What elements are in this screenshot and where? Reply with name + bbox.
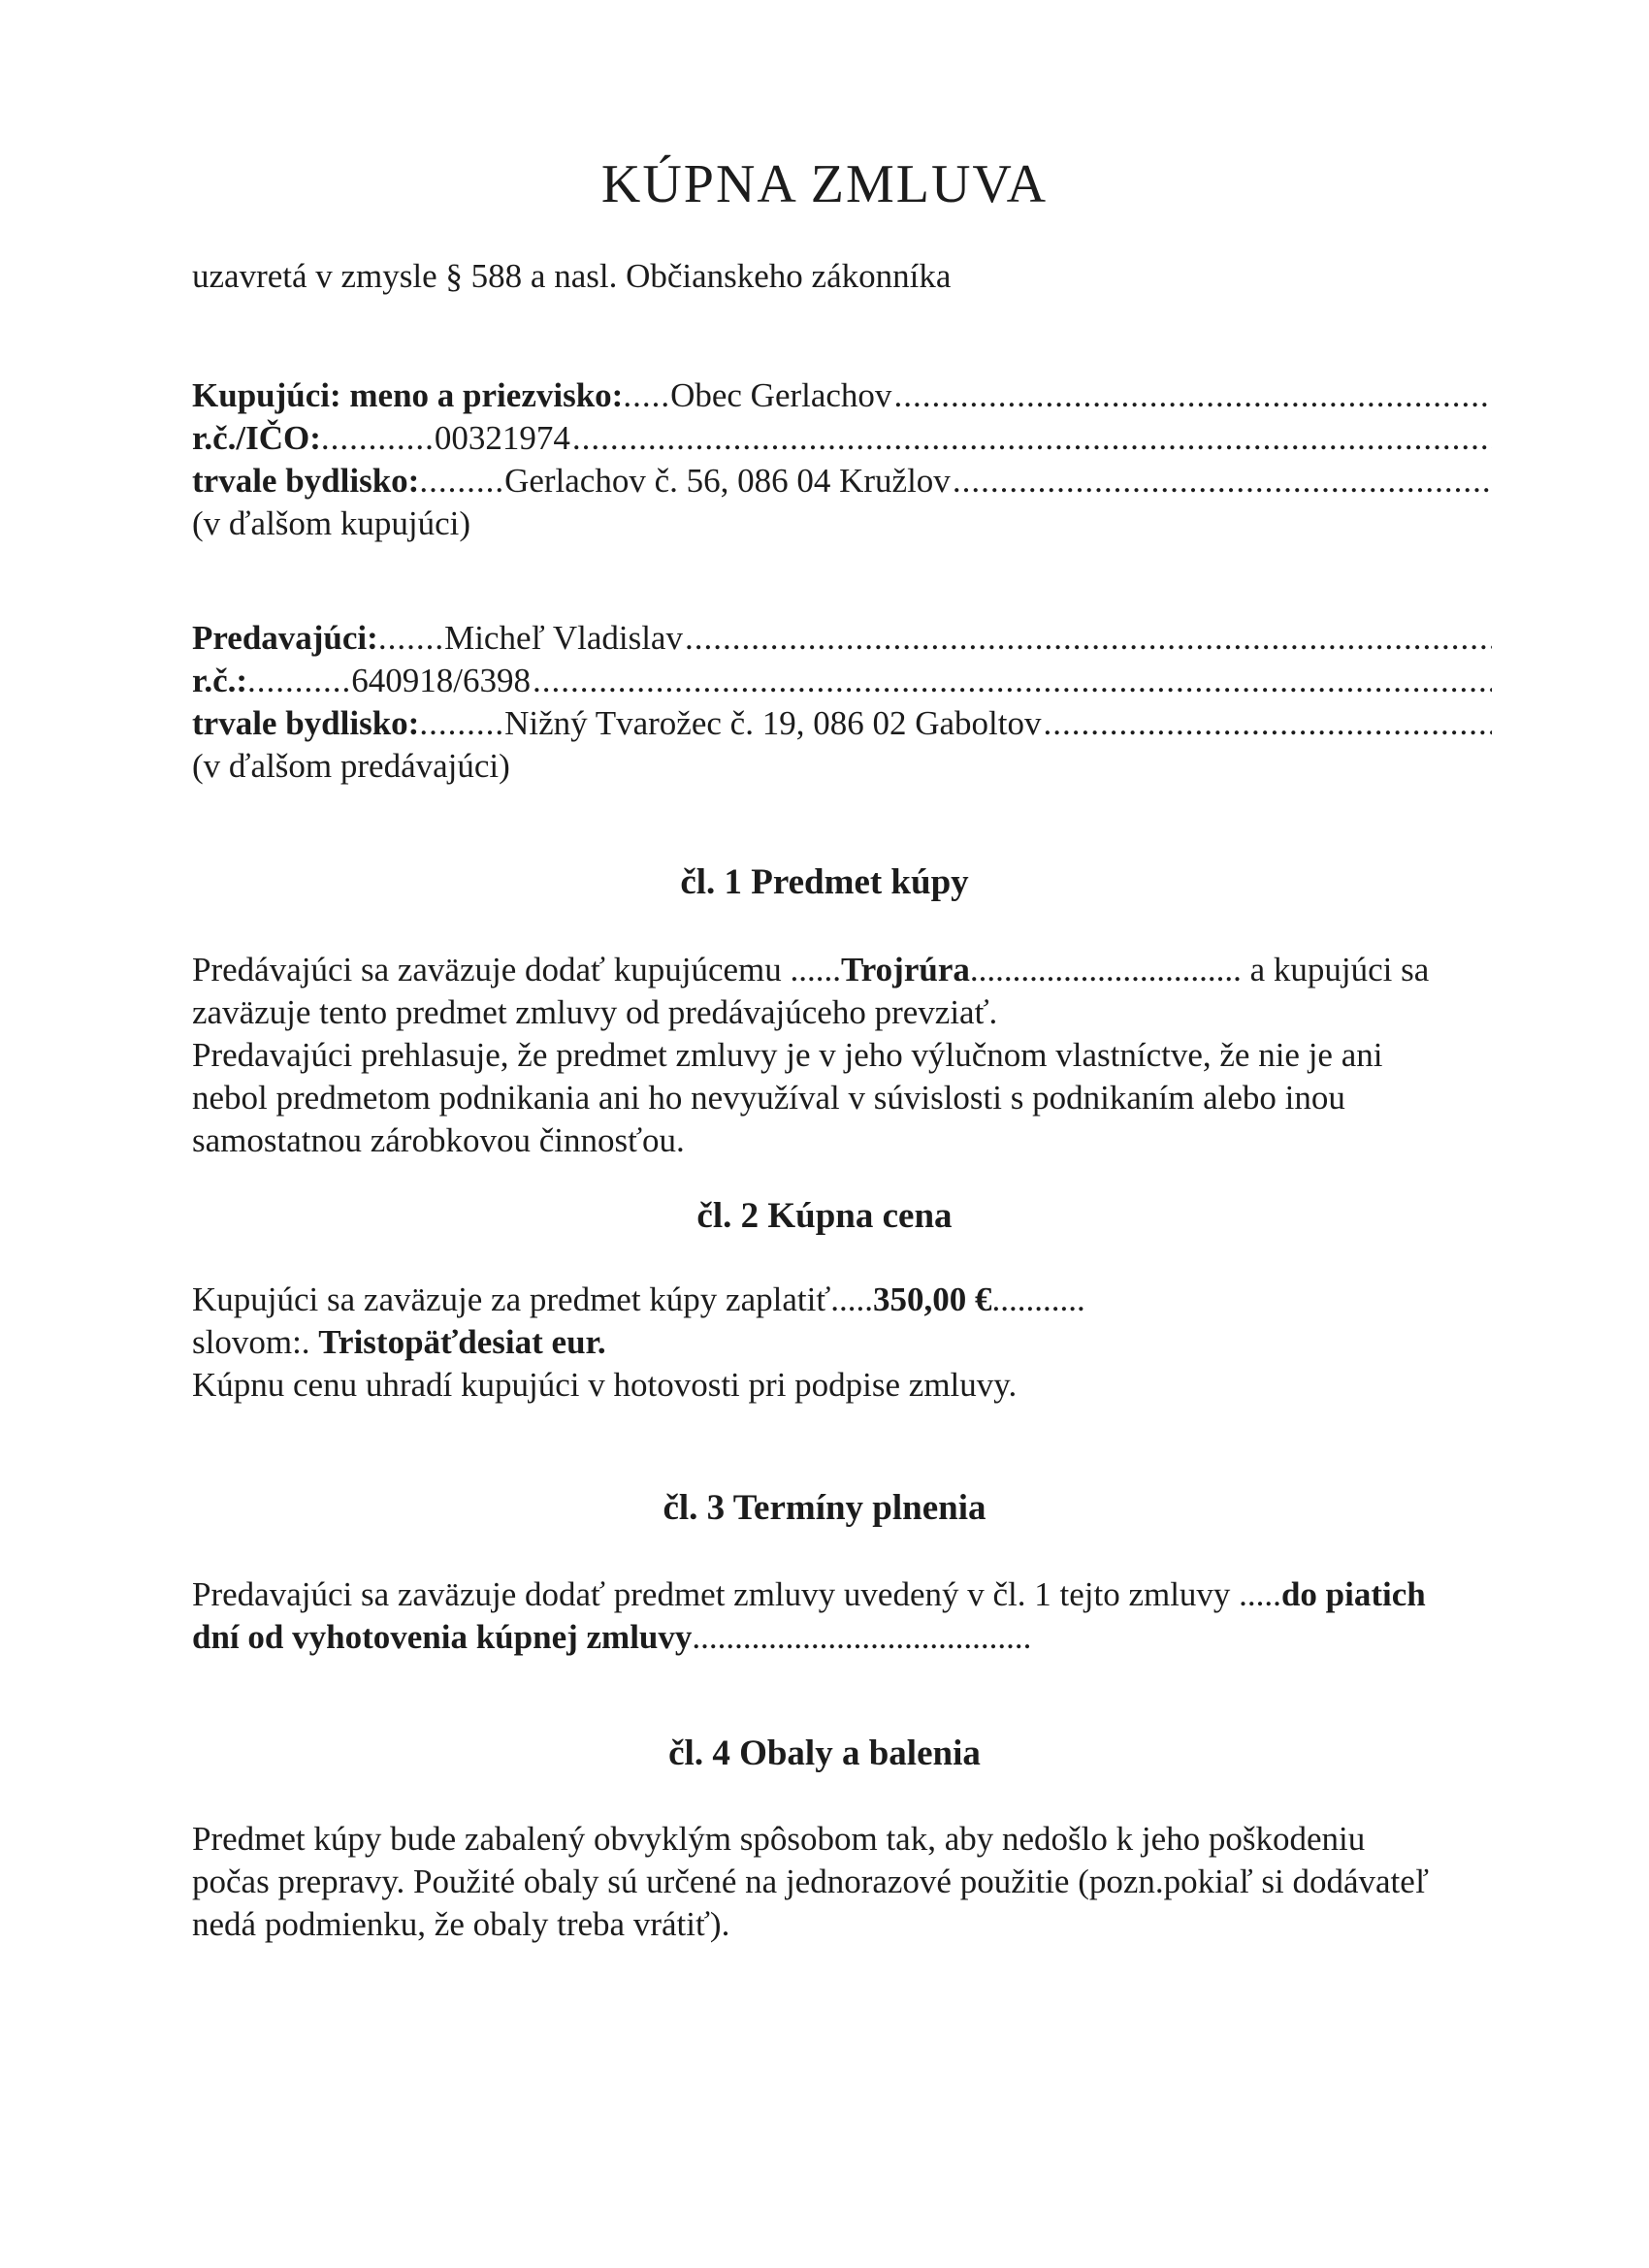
buyer-address-row xyxy=(192,460,1492,502)
seller-name-label: Predavajúci: xyxy=(192,619,378,657)
article-4-line: nedá podmienku, že obaly treba vrátiť). xyxy=(192,1905,730,1943)
article-2-line: Kúpnu cenu uhradí kupujúci v hotovosti pri podpise zmluvy. xyxy=(192,1366,1018,1404)
dotted-fill xyxy=(533,660,1492,702)
buyer-name-value: Obec Gerlachov xyxy=(670,376,892,414)
delivery-term-cont: dní od vyhotovenia kúpnej zmluvy xyxy=(192,1618,693,1656)
delivery-term: do piatich xyxy=(1280,1575,1426,1613)
article-2-line xyxy=(192,1279,1492,1321)
article-2-text xyxy=(192,1279,1492,1407)
article-4-line: Predmet kúpy bude zabalený obvyklým spôsobom tak, aby nedošlo k jeho poškodeniu xyxy=(192,1820,1366,1858)
seller-name-value: Micheľ Vladislav xyxy=(444,619,683,657)
seller-address-lead: ......... xyxy=(419,704,505,742)
seller-block xyxy=(192,617,1492,788)
article-1-line: samostatnou zárobkovou činnosťou. xyxy=(192,1121,685,1159)
dotted-fill xyxy=(685,617,1492,660)
article-2-heading: čl. 2 Kúpna cena xyxy=(696,1196,953,1236)
article-1-line xyxy=(192,949,1492,991)
article-2-line1-post: ........... xyxy=(991,1280,1085,1318)
article-2-line xyxy=(192,1321,1492,1364)
article-3-line1-pre: Predavajúci sa zaväzuje dodať predmet zmluvy uvedený v čl. 1 tejto zmluvy ..... xyxy=(192,1575,1281,1613)
article-1-line: zaväzuje tento predmet zmluvy od predávajúceho prevziať. xyxy=(192,993,998,1031)
article-3-line xyxy=(192,1616,1492,1659)
seller-address-value: Nižný Tvarožec č. 19, 086 02 Gaboltov xyxy=(504,704,1042,742)
article-1-line1-post: ................................ a kupujúci sa xyxy=(969,951,1430,988)
article-1-line: nebol predmetom podnikania ani ho nevyužíval v súvislosti s podnikaním alebo inou xyxy=(192,1079,1345,1117)
dotted-fill xyxy=(1043,702,1492,745)
dotted-fill xyxy=(953,460,1492,502)
article-2-line1-pre: Kupujúci sa zaväzuje za predmet kúpy zaplatiť..... xyxy=(192,1280,874,1318)
document-title: KÚPNA ZMLUVA xyxy=(600,154,1049,214)
document-subtitle: uzavretá v zmysle § 588 a nasl. Občianskeho zákonníka xyxy=(192,257,952,295)
buyer-name-lead: ..... xyxy=(623,376,671,414)
buyer-id-label: r.č./IČO: xyxy=(192,419,321,457)
seller-id-row xyxy=(192,660,1492,702)
buyer-id-row xyxy=(192,417,1492,460)
article-3-line xyxy=(192,1573,1492,1616)
article-1-item: Trojrúra xyxy=(841,951,970,988)
seller-address-row xyxy=(192,702,1492,745)
article-2-line2-pre: slovom:. xyxy=(192,1323,319,1361)
article-1-line1-pre: Predávajúci sa zaväzuje dodať kupujúcemu ...... xyxy=(192,951,842,988)
buyer-address-lead: ......... xyxy=(419,462,505,500)
article-4-text xyxy=(192,1818,1492,1946)
buyer-name-label: Kupujúci: meno a priezvisko: xyxy=(192,376,624,414)
buyer-id-lead: ............ xyxy=(320,419,435,457)
seller-name-row xyxy=(192,617,1492,660)
article-3-heading: čl. 3 Termíny plnenia xyxy=(663,1488,986,1528)
buyer-address-value: Gerlachov č. 56, 086 04 Kružlov xyxy=(504,462,951,500)
article-1-line: Predavajúci prehlasuje, že predmet zmluvy je v jeho výlučnom vlastníctve, že nie je ani xyxy=(192,1036,1383,1074)
seller-note: (v ďalšom predávajúci) xyxy=(192,747,510,785)
article-3-line2-post: ........................................ xyxy=(692,1618,1032,1656)
buyer-note: (v ďalšom kupujúci) xyxy=(192,504,471,542)
seller-address-label: trvale bydlisko: xyxy=(192,704,420,742)
price-value: 350,00 € xyxy=(873,1280,992,1318)
dotted-fill xyxy=(893,374,1492,417)
buyer-address-label: trvale bydlisko: xyxy=(192,462,420,500)
article-4-heading: čl. 4 Obaly a balenia xyxy=(668,1733,981,1773)
article-1-heading: čl. 1 Predmet kúpy xyxy=(680,862,969,902)
seller-name-lead: ....... xyxy=(377,619,445,657)
seller-id-label: r.č.: xyxy=(192,662,248,699)
article-3-text xyxy=(192,1573,1492,1659)
dotted-fill xyxy=(572,417,1492,460)
buyer-block xyxy=(192,374,1492,545)
buyer-name-row xyxy=(192,374,1492,417)
price-in-words: Tristopäťdesiat eur. xyxy=(318,1323,606,1361)
buyer-id-value: 00321974 xyxy=(434,419,570,457)
seller-id-lead: ........... xyxy=(247,662,352,699)
article-4-line: počas prepravy. Použité obaly sú určené na jednorazové použitie (pozn.pokiaľ si dodávateľ xyxy=(192,1863,1430,1900)
article-1-text xyxy=(192,949,1492,1162)
seller-id-value: 640918/6398 xyxy=(351,662,531,699)
